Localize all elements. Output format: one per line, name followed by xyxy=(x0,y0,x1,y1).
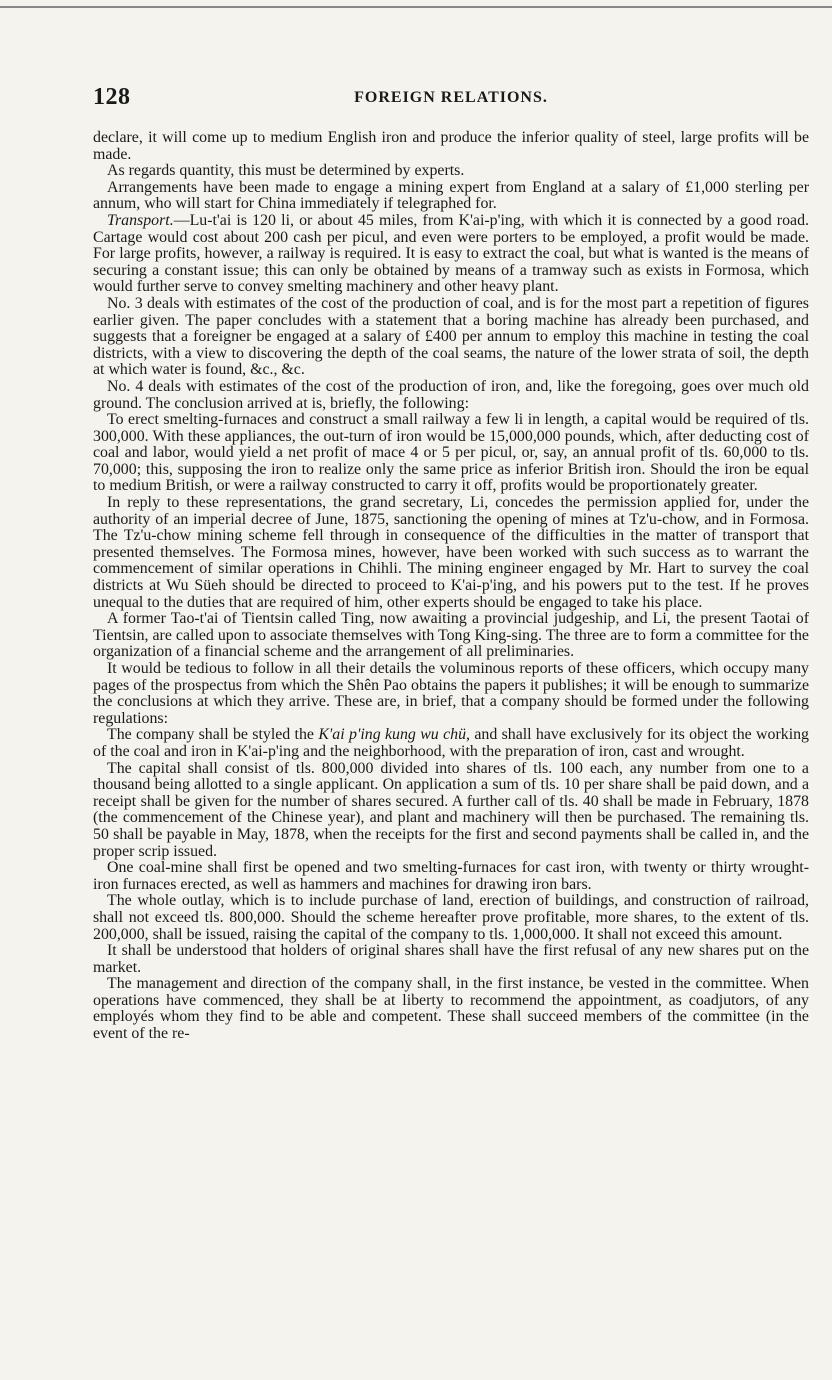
paragraph-reports: It would be tedious to follow in all their details the voluminous reports of these officers, which occupy many pages of the prospectus from which the Shên Pao obtains the papers it publishes; it will be enough to summarize the conclusions at which they arrive. These are, in brief, that a company should be formed under the following regulations: xyxy=(93,660,809,727)
paragraph-smelting-furnaces: To erect smelting-furnaces and construct a small railway a few li in length, a capital would be required of tls. 300,000. With these appliances, the out-turn of iron would be 15,000,000 pounds, which, after deducting cost of coal and labor, would yield a net profit of mace 4 or 5 per picul, or, say, an annual profit of tls. 60,000 to tls. 70,000; this, supposing the iron to realize only the same price as inferior British iron. Should the iron be equal to medium British, or were a railway constructed to carry it off, profits would be proportionately greater. xyxy=(93,411,809,495)
paragraph-no3: No. 3 deals with estimates of the cost of the production of coal, and is for the most part a repetition of figures earlier given. The paper concludes with a statement that a boring machine has already been purchased, and suggests that a foreigner be engaged at a salary of £400 per annum to employ this machine in testing the coal districts, with a view to discovering the depth of the coal seams, the nature of the lower strata of soil, the depth at which water is found, &c., &c. xyxy=(93,294,809,379)
top-border-rule xyxy=(0,6,832,8)
paragraph-transport xyxy=(93,213,809,296)
body-text xyxy=(93,130,809,1043)
document-page xyxy=(93,84,809,1043)
running-title: FOREIGN RELATIONS. xyxy=(354,89,548,106)
paragraph-shares-refusal: It shall be understood that holders of original shares shall have the first refusal of any new shares put on the market. xyxy=(93,942,809,976)
paragraph-coal-mine: One coal-mine shall first be opened and two smelting-furnaces for cast iron, with twenty or thirty wrought-iron furnaces erected, as well as hammers and machines for drawing iron bars. xyxy=(93,859,809,893)
paragraph-capital: The capital shall consist of tls. 800,000 divided into shares of tls. 100 each, any number from one to a thousand being allotted to a single applicant. On application a sum of tls. 10 per share shall be paid down, and a receipt shall be given for the number of shares secured. A further call of tls. 40 shall be made in February, 1878 (the commencement of the Chinese year), and plant and machinery will then be purchased. The remaining tls. 50 shall be payable in May, 1878, when the receipts for the first and second payments shall be called in, and the proper scrip issued. xyxy=(93,759,809,860)
paragraph-no4: No. 4 deals with estimates of the cost of the production of iron, and, like the foregoing, goes over much old ground. The conclusion arrived at is, briefly, the following: xyxy=(93,377,809,412)
transport-text: —Lu-t'ai is 120 li, or about 45 miles, from K'ai-p'ing, with which it is connected by a good road. Cartage would cost about 200 cash per picul, and even were porters to be employed, a profit would be made. For large profits, however, a railway is required. It is easy to extract the coal, but what is wanted is the means of securing a constant issue; this can only be obtained by means of a tramway such as exists in Formosa, which would further serve to convey smelting machinery and other heavy plant. xyxy=(93,211,809,296)
company-text-a: The company shall be styled the xyxy=(107,726,319,744)
company-name: K'ai p'ing kung wu chü xyxy=(318,726,467,744)
paragraph-grand-secretary: In reply to these representations, the grand secretary, Li, concedes the permission applied for, under the authority of an imperial decree of June, 1875, sanctioning the opening of mines at Tz'u-chow, and in Formosa. The Tz'u-chow mining scheme fell through in consequence of the difficulties in the matter of transport that presented themselves. The Formosa mines, however, have been worked with such success as to warrant the commencement of similar operations in Chihli. The mining engineer engaged by Mr. Hart to survey the coal districts at Wu Süeh should be directed to proceed to K'ai-p'ing, and his powers put to the test. If he proves unequal to the duties that are required of him, other experts should be engaged to take his place. xyxy=(93,494,809,611)
paragraph-mining-expert: Arrangements have been made to engage a mining expert from England at a salary of £1,000 sterling per annum, who will start for China immediately if telegraphed for. xyxy=(93,178,809,213)
transport-label: Transport. xyxy=(107,211,174,229)
company-text-b: , and shall have exclusively for its object the working of the coal and iron in K'ai-p'ing and the neighborhood, with the preparation of iron, cast and wrought. xyxy=(93,726,810,760)
page-header xyxy=(93,84,809,114)
page-number: 128 xyxy=(93,84,131,110)
paragraph-committee: A former Tao-t'ai of Tientsin called Ting, now awaiting a provincial judgeship, and Li, the present Taotai of Tientsin, are called upon to associate themselves with Tong King-sing. The three are to form a committee for the organization of a financial scheme and the arrangement of all preliminaries. xyxy=(93,610,809,661)
paragraph-management: The management and direction of the company shall, in the first instance, be vested in the committee. When operations have commenced, they shall be at liberty to recommend the appointment, as coadjutors, of any employés whom they find to be able and competent. These shall succeed members of the committee (in the event of the re- xyxy=(93,975,809,1043)
paragraph-continued: declare, it will come up to medium English iron and produce the inferior quality of steel, large profits will be made. xyxy=(93,129,809,163)
paragraph-outlay: The whole outlay, which is to include purchase of land, erection of buildings, and construction of railroad, shall not exceed tls. 800,000. Should the scheme hereafter prove profitable, more shares, to the extent of tls. 200,000, shall be issued, raising the capital of the company to tls. 1,000,000. It shall not exceed this amount. xyxy=(93,892,809,943)
paragraph-company-name xyxy=(93,727,809,760)
paragraph-quantity: As regards quantity, this must be determined by experts. xyxy=(107,162,465,180)
